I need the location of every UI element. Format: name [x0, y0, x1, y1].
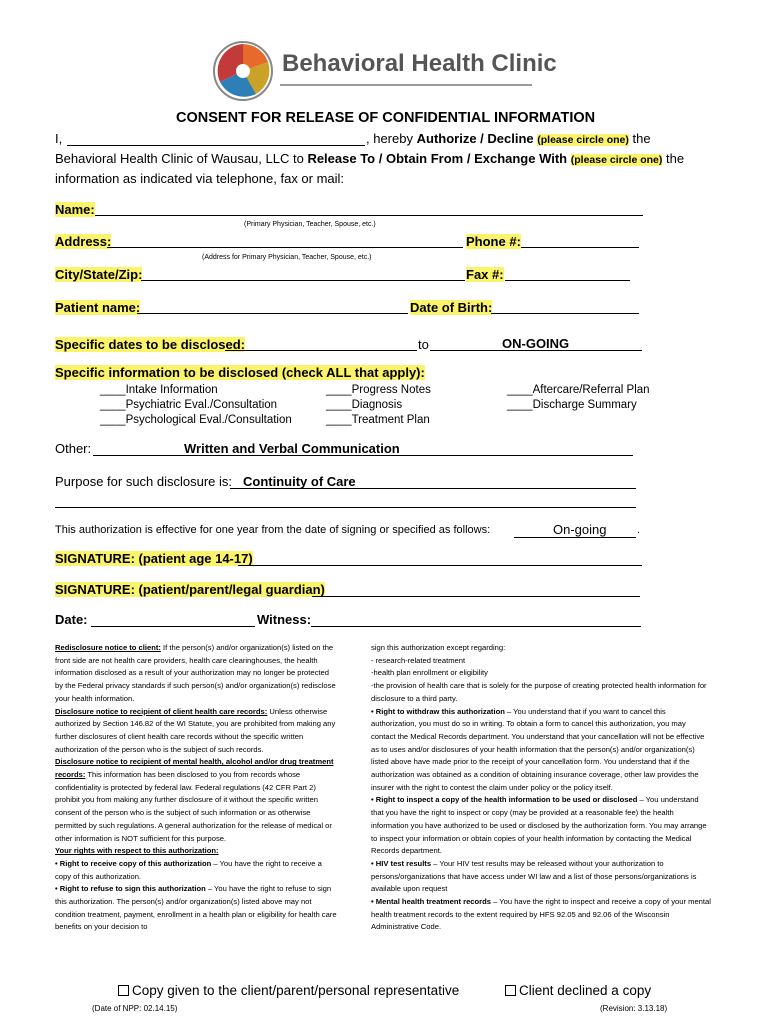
copy-given-checkbox[interactable]: [118, 985, 129, 996]
hiv-heading: • HIV test results: [371, 858, 432, 868]
receive-heading: • Right to receive copy of this authorization: [55, 858, 212, 868]
other-label: Other:: [55, 441, 92, 456]
hiv-text: – Your HIV test results may be released without your authorization to persons/organizations that have access under WI law and a list of those persons/organizations is available upon request: [371, 858, 697, 894]
specific-heading: Specific information to be disclosed (check ALL that apply):: [55, 365, 425, 380]
mh-text: – You have the right to inspect and receive a copy of your mental health treatment records to the extent required by HFS 92.05 and 92.06 of the Wisconsin Administrative Code.: [371, 897, 711, 932]
address-hint: (Address for Primary Physician, Teacher, Spouse, etc.): [202, 254, 372, 261]
redisclosure-text: If the person(s) and/or organization(s) listed on the front side are not health care providers, health care clearinghouses, the health information disclosed as a result of your authorization may no longer be protected by the Federal privacy standards if such person(s) and/or organization(s) redisclose your health information.: [55, 643, 336, 703]
withdraw-text: – You understand that if you want to cancel this authorization, you must do so in writing. To obtain a form to cancel this authorization, you may contact the Medical Records department. You understand that your cancellation will not be effective as to uses and/or disclosures of your health information that the person(s) and/or organization(s) listed above have made prior to the receipt of your cancellation form. You understand that if the authorization was obtained as a condition of obtaining insurance coverage, other law provides the insurer with the right to contest the claim under policy or the policy itself.: [371, 706, 705, 792]
purpose-value: Continuity of Care: [243, 474, 356, 489]
specific-col3: [507, 383, 650, 413]
check-aftercare[interactable]: ____Aftercare/Referral Plan: [507, 384, 650, 396]
intro-line2: Behavioral Health Clinic of Wausau, LLC to Release To / Obtain From / Exchange With (please circle one) the: [55, 151, 685, 166]
name-field[interactable]: [95, 215, 643, 216]
npp-date: (Date of NPP: 02.14.15): [92, 1004, 178, 1013]
logo-divider: [280, 84, 532, 86]
check-psychiatric[interactable]: ____Psychiatric Eval./Consultation: [100, 399, 278, 411]
phone-field[interactable]: [521, 247, 639, 248]
client-name-line[interactable]: [67, 145, 365, 146]
inspect-text: – You understand that you have the right to inspect or copy (may be provided at a reasonable fee) the health information you have authorized to be used or disclosed by the authorization form. You may arrange to inspect your information or obtain copies of your health information by contacting the Medical Records department.: [371, 795, 707, 856]
withdraw-heading: • Right to withdraw this authorization: [371, 706, 505, 716]
city-field[interactable]: [141, 280, 465, 281]
date-label: Date:: [55, 612, 88, 627]
right-item-3: -the provision of health care that is solely for the purpose of creating protected health information for disclosure to a third party.: [371, 681, 707, 703]
client-declined-option[interactable]: [505, 983, 651, 998]
witness-label: Witness:: [257, 612, 312, 627]
ongoing-value: ON-GOING: [502, 336, 570, 351]
mental-text: This information has been disclosed to you from records whose confidentiality is protected by federal law. Federal regulations (42 CFR Part 2) prohibit you from making any further disclosure of it without the specific written consent of the person who is the subject of such information or as otherwise permitted by such regulations. A general authorization for the release of medical or other information is NOT sufficient for this purpose.: [55, 770, 332, 843]
effective-end: .: [637, 524, 641, 536]
name-label: Name:: [55, 202, 95, 217]
page-title: CONSENT FOR RELEASE OF CONFIDENTIAL INFORMATION: [176, 110, 596, 126]
signature-guardian-label: SIGNATURE: (patient/parent/legal guardian): [55, 582, 325, 597]
specific-col1: [100, 383, 292, 428]
patient-name-label: Patient name:: [55, 300, 141, 315]
copy-given-label: Copy given to the client/parent/personal representative: [132, 983, 460, 998]
effective-value: On-going: [553, 522, 607, 537]
check-diagnosis[interactable]: ____Diagnosis: [326, 399, 403, 411]
effective-text: This authorization is effective for one year from the date of signing or specified as follows:: [55, 524, 491, 536]
dates-from-field[interactable]: [225, 350, 417, 351]
dob-field[interactable]: [491, 313, 639, 314]
check-intake[interactable]: ____Intake Information: [100, 384, 218, 396]
signature-minor-field[interactable]: [238, 565, 642, 566]
specific-col2: [326, 383, 431, 428]
other-value: Written and Verbal Communication: [184, 441, 400, 456]
mh-heading: • Mental health treatment records: [371, 897, 491, 907]
effective-field[interactable]: [514, 537, 636, 538]
recipient-heading: Disclosure notice to recipient of client health care records:: [55, 706, 268, 716]
signature-guardian-field[interactable]: [312, 596, 640, 597]
copy-given-option[interactable]: [118, 983, 459, 998]
dates-label: Specific dates to be disclosed:: [55, 337, 245, 352]
dob-label: Date of Birth:: [410, 300, 493, 315]
date-field[interactable]: [91, 626, 255, 627]
purpose-field-2[interactable]: [55, 507, 636, 508]
revision: (Revision: 3.13.18): [600, 1004, 668, 1013]
refuse-text: – You have the right to refuse to sign this authorization. The person(s) and/or organization(s) listed above may not condition treatment, payment, enrollment in a health plan or eligibility for health care benefits on your decision to: [55, 884, 337, 932]
fax-label: Fax #:: [466, 267, 504, 282]
clinic-logo-icon: [212, 40, 274, 102]
to-label: to: [418, 337, 429, 352]
client-declined-checkbox[interactable]: [505, 985, 516, 996]
right-item-1: - research-related treatment: [371, 655, 466, 665]
purpose-label: Purpose for such disclosure is:: [55, 474, 233, 489]
recipient-text: Unless otherwise authorized by Section 146.82 of the WI Statute, you are prohibited from making any further disclosures of client health care records without the specific written authorization of the person who is the subject of such records.: [55, 706, 336, 754]
notices-right-column: [371, 642, 711, 934]
address-label: Address:: [55, 234, 112, 249]
clinic-name: Behavioral Health Clinic: [282, 50, 557, 77]
check-treatment-plan[interactable]: ____Treatment Plan: [326, 414, 430, 426]
witness-field[interactable]: [311, 626, 641, 627]
intro-line1: , hereby Authorize / Decline (please circle one) the: [366, 131, 651, 146]
rights-heading: Your rights with respect to this authorization:: [55, 846, 219, 856]
mental-heading: Disclosure notice to recipient of mental health, alcohol and/or drug treatment records:: [55, 757, 334, 780]
check-progress-notes[interactable]: ____Progress Notes: [326, 384, 431, 396]
name-hint: (Primary Physician, Teacher, Spouse, etc.): [244, 221, 376, 228]
patient-name-field[interactable]: [137, 313, 408, 314]
refuse-heading: • Right to refuse to sign this authorization: [55, 884, 206, 894]
intro-line3: information as indicated via telephone, fax or mail:: [55, 171, 345, 186]
inspect-heading: • Right to inspect a copy of the health information to be used or disclosed: [371, 795, 638, 805]
right-item-2: -health plan enrollment or eligibility: [371, 668, 488, 678]
city-label: City/State/Zip:: [55, 267, 143, 282]
check-discharge[interactable]: ____Discharge Summary: [507, 399, 637, 411]
redisclosure-heading: Redisclosure notice to client:: [55, 643, 161, 652]
signature-minor-label: SIGNATURE: (patient age 14-17): [55, 551, 253, 566]
receive-text: – You have the right to receive a copy of this authorization.: [55, 858, 322, 881]
address-field[interactable]: [107, 247, 463, 248]
notices-left-column: [55, 642, 337, 934]
fax-field[interactable]: [505, 280, 630, 281]
intro-i-label: I,: [55, 131, 63, 146]
phone-label: Phone #:: [466, 234, 521, 249]
right-intro: sign this authorization except regarding:: [371, 643, 506, 652]
check-psychological[interactable]: ____Psychological Eval./Consultation: [100, 414, 292, 426]
client-declined-label: Client declined a copy: [519, 983, 652, 998]
